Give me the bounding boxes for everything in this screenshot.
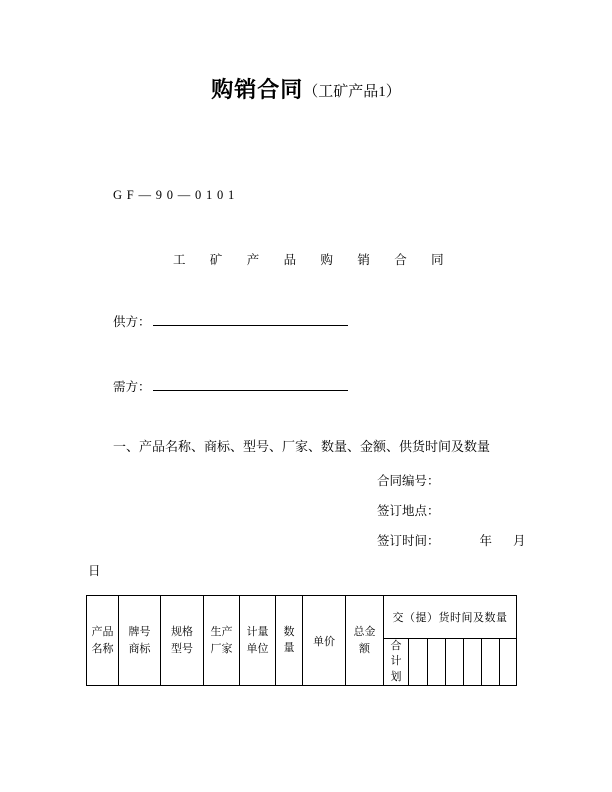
- delivery-first-col: [384, 639, 409, 686]
- delivery-first-col-text: 合计划: [390, 640, 402, 683]
- col-header-spec-model: [161, 596, 204, 686]
- col-header-spec-model-text: 规格型号: [170, 626, 193, 655]
- supplier-fill-line: [153, 312, 348, 326]
- delivery-schedule-cell: [482, 639, 500, 686]
- buyer-label: 需方：: [113, 380, 151, 394]
- col-header-manufacturer-text: 生产厂家: [210, 626, 233, 655]
- year-label: 年: [479, 534, 493, 548]
- form-code: GF—90—0101: [113, 188, 239, 202]
- col-header-quantity-text: 数量: [283, 626, 295, 654]
- col-header-quantity: [276, 596, 303, 686]
- buyer-fill-line: [153, 377, 348, 391]
- delivery-schedule-cell: [500, 639, 517, 686]
- delivery-schedule-cell: [446, 639, 464, 686]
- col-header-brand-trademark-text: 牌号商标: [128, 626, 151, 655]
- products-table: [86, 595, 517, 686]
- delivery-schedule-cell: [409, 639, 428, 686]
- delivery-schedule-cell: [428, 639, 446, 686]
- sign-time-label: 签订时间：: [377, 534, 440, 548]
- contract-form-heading: 工矿产品购销合同: [173, 253, 469, 267]
- supplier-label: 供方：: [113, 315, 151, 329]
- day-label: 日: [88, 564, 101, 578]
- col-header-unit-price-text: 单价: [313, 635, 335, 648]
- page-title-main: 购销合同: [211, 77, 304, 102]
- col-header-product-name: [87, 596, 119, 686]
- delivery-schedule-cell: [464, 639, 482, 686]
- page-title: [0, 73, 612, 104]
- col-header-total-amount: [346, 596, 384, 686]
- month-label: 月: [513, 534, 526, 548]
- sign-place-label: 签订地点：: [377, 504, 440, 518]
- col-header-product-name-text: 产品名称: [91, 626, 114, 655]
- contract-number-label: 合同编号：: [377, 474, 440, 488]
- section-one-heading: 一、产品名称、商标、型号、厂家、数量、金额、供货时间及数量: [113, 439, 491, 454]
- col-header-measure-unit-text: 计量单位: [246, 626, 269, 655]
- supplier-row: [113, 312, 348, 330]
- col-header-manufacturer: [204, 596, 240, 686]
- col-header-unit-price: [303, 596, 346, 686]
- col-header-total-amount-text: 总金额: [353, 626, 376, 655]
- delivery-group-header: 交（提）货时间及数量: [384, 596, 517, 639]
- page-title-sub: （工矿产品1）: [303, 84, 401, 100]
- col-header-brand-trademark: [119, 596, 161, 686]
- products-table-wrap: [86, 595, 517, 686]
- col-header-measure-unit: [240, 596, 276, 686]
- sign-time-row: [377, 531, 526, 549]
- buyer-row: [113, 377, 348, 395]
